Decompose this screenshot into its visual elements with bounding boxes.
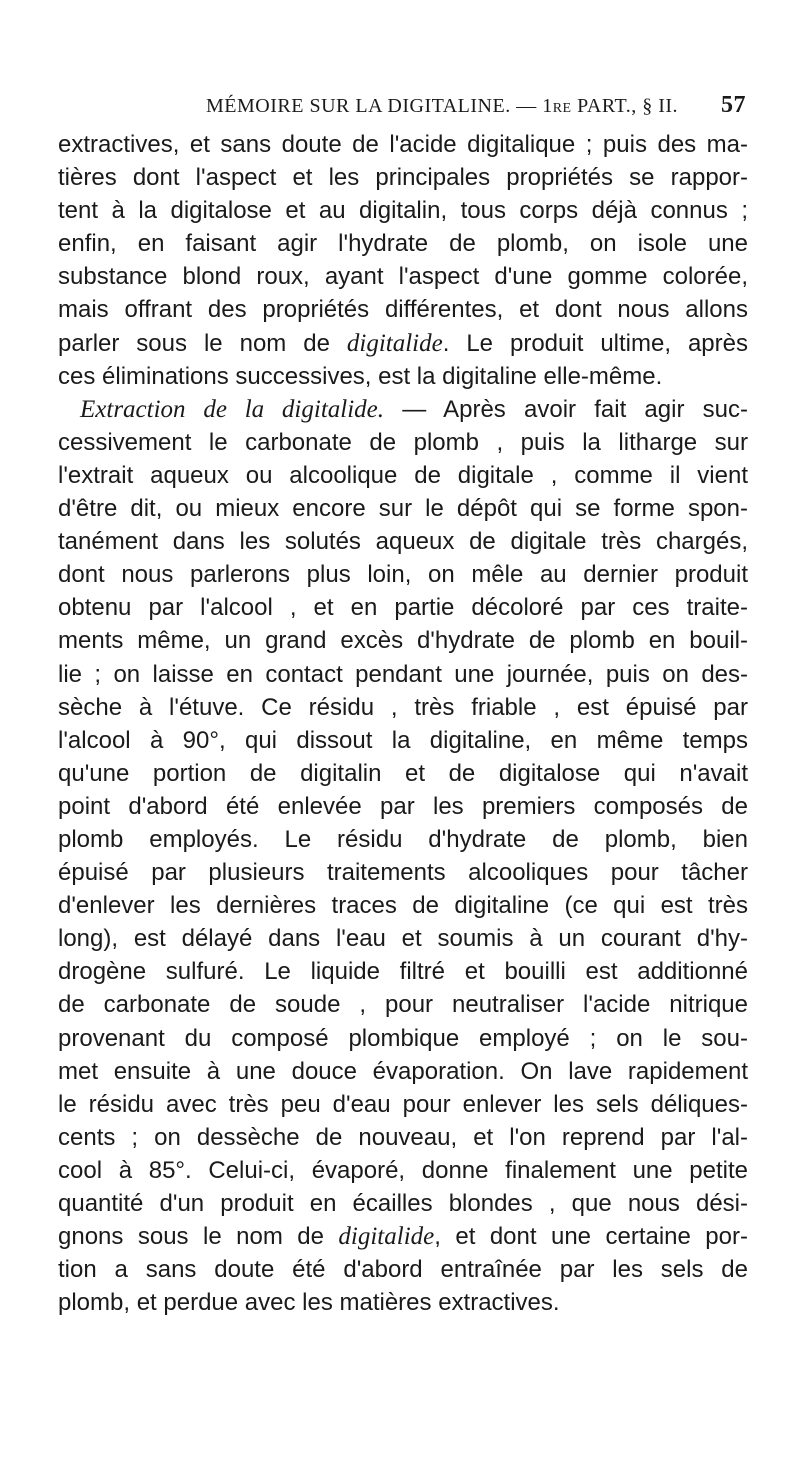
text-segment: cool à 85°. Celui-ci, évaporé, donne finalement une petite [58,1156,748,1184]
text-line [58,1154,748,1187]
text-segment: lie ; on laisse en contact pendant une journée, puis on des- [58,660,748,688]
text-line [58,1121,748,1154]
text-segment: ments même, un grand excès d'hydrate de plomb en bouil- [58,627,748,655]
text-segment: cessivement le carbonate de plomb , puis la litharge sur [58,428,748,456]
text-segment: quantité d'un produit en écailles blondes , que nous dési- [58,1190,748,1217]
text-segment: tanément dans les solutés aqueux de digitale très chargés, [58,528,748,556]
text-line [58,227,748,260]
text-segment: point d'abord été enlevée par les premiers composés de [58,792,748,820]
page-number: 57 [721,92,746,118]
text-line [58,393,748,426]
text-segment: — Après avoir fait agir suc- [384,395,748,423]
text-line [58,757,748,790]
text-line [58,823,748,856]
text-segment: d'être dit, ou mieux encore sur le dépôt qui se forme spon- [58,495,748,523]
text-line [58,691,748,724]
text-segment: obtenu par l'alcool , et en partie décoloré par ces traite- [58,594,748,622]
text-line [58,293,748,326]
text-line [58,1187,748,1220]
italic-segment: digitalide [346,329,443,357]
text-segment: , et dont une certaine por- [434,1223,748,1251]
text-segment: ces éliminations successives, est la digitaline elle-même. [58,362,663,390]
italic-segment: digitalide [338,1223,435,1251]
text-segment: le résidu avec très peu d'eau pour enlever les sels déliques- [58,1090,748,1118]
text-segment: sèche à l'étuve. Ce résidu , très friable , est épuisé par [58,693,748,721]
text-segment: plomb employés. Le résidu d'hydrate de plomb, bien [58,825,748,853]
text-line [58,724,748,757]
text-segment: met ensuite à une douce évaporation. On lave rapidement [58,1057,748,1085]
text-segment: tion a sans doute été d'abord entraînée par les sels de [58,1256,748,1284]
text-line [58,624,748,657]
text-segment: mais offrant des propriétés différentes, et dont nous allons [58,296,748,324]
text-segment: cents ; on dessèche de nouveau, et l'on reprend par l'al- [58,1123,748,1151]
text-segment: parler sous le nom de [58,329,347,357]
text-line [58,1220,748,1253]
text-line [58,426,748,459]
text-line [58,1253,748,1286]
running-head [206,92,746,122]
text-line [58,558,748,591]
text-line [58,459,748,492]
italic-segment: Extraction de la digitalide. [80,395,385,423]
text-line [58,1022,748,1055]
text-line [58,1286,748,1319]
text-segment: qu'une portion de digitalin et de digitalose qui n'avait [58,759,748,787]
text-segment: substance blond roux, ayant l'aspect d'une gomme colorée, [58,263,748,291]
text-line [58,1055,748,1088]
text-line [58,922,748,955]
text-line [58,161,748,194]
text-segment: provenant du composé plombique employé ; on le sou- [58,1024,748,1052]
text-line [58,658,748,691]
text-segment: tent à la digitalose et au digitalin, tous corps déjà connus ; [58,197,748,225]
text-segment: dont nous parlerons plus loin, on mêle au dernier produit [58,561,748,589]
text-segment: enfin, en faisant agir l'hydrate de plomb, on isole une [58,230,748,258]
text-line [58,591,748,624]
text-segment: l'extrait aqueux ou alcoolique de digitale , comme il vient [58,461,748,489]
text-segment: drogène sulfuré. Le liquide filtré et bouilli est additionné [58,958,748,986]
text-segment: d'enlever les dernières traces de digitaline (ce qui est très [58,892,748,920]
text-segment: de carbonate de soude , pour neutraliser l'acide nitrique [58,991,748,1019]
text-line [58,955,748,988]
text-line [58,988,748,1021]
text-segment: extractives, et sans doute de l'acide digitalique ; puis des ma- [58,131,748,158]
body-text [58,128,748,1319]
running-title: MÉMOIRE SUR LA DIGITALINE. — 1re PART., § II. [206,95,679,117]
text-line [58,260,748,293]
text-segment: long), est délayé dans l'eau et soumis à un courant d'hy- [58,925,748,953]
text-line [58,856,748,889]
text-segment: . Le produit ultime, après [442,329,748,357]
text-line [58,327,748,360]
text-segment: l'alcool à 90°, qui dissout la digitaline, en même temps [58,726,748,754]
text-segment: épuisé par plusieurs traitements alcooliques pour tâcher [58,859,748,887]
text-line [58,360,748,393]
text-line [58,525,748,558]
text-line [58,889,748,922]
text-line [58,194,748,227]
text-line [58,128,748,161]
text-segment: gnons sous le nom de [58,1223,339,1251]
text-segment: tières dont l'aspect et les principales propriétés se rappor- [58,164,748,192]
text-line [58,492,748,525]
text-line [58,790,748,823]
text-line [58,1088,748,1121]
text-segment: plomb, et perdue avec les matières extractives. [58,1289,560,1317]
